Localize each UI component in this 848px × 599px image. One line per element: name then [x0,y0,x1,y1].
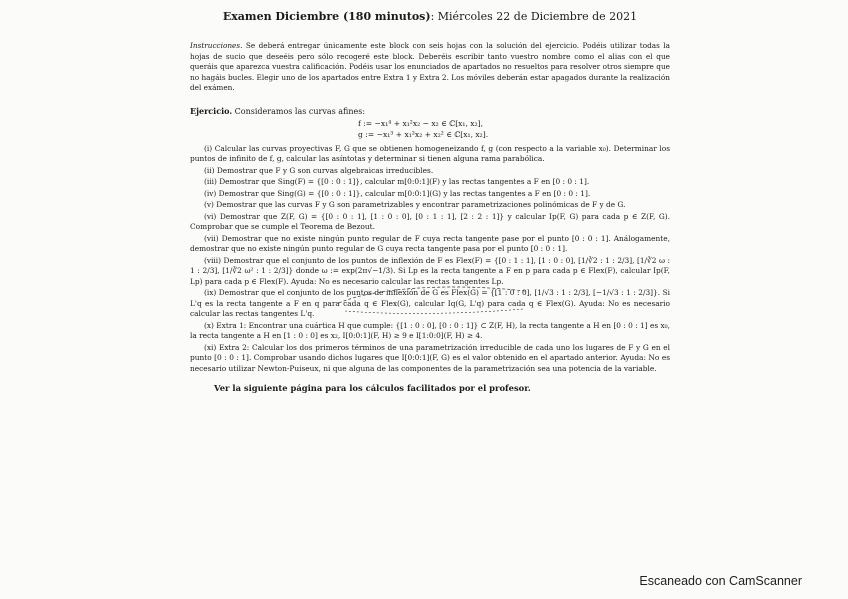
exercise-item-v: (v) Demostrar que las curvas F y G son parametrizables y encontrar parametrizaciones polinómicas de F y de G. [204,200,626,210]
exercise-item-iv: (iv) Demostrar que Sing(G) = {[0 : 0 : 1]}, calcular m[0:0:1](G) y las rectas tangentes a F en [0 : 0 : 1]. [204,188,591,198]
instructions-label: Instrucciones. [190,41,243,50]
exercise-item-i: (i) Calcular las curvas proyectivas F, G que se obtienen homogeneizando f, g (con respecto a la variable x₀). Determinar los puntos de infinito de f, g, calcular las asíntotas y determinar si tienen alguna rama parabólica. [190,143,670,164]
exam-document [190,10,670,393]
page-title [190,10,670,23]
instructions-paragraph [190,41,670,94]
equations-block [190,118,670,140]
exercise-item-vii: (vii) Demostrar que no existe ningún punto regular de F cuya recta tangente pase por el punto [0 : 0 : 1]. Análogamente, demostrar que no existe ningún punto regular de G cuya recta tangente pasa por el punto [0 : 0 : 1]. [190,233,670,254]
title-bold: Examen Diciembre (180 minutos) [222,10,431,23]
title-date: : Miércoles 22 de Diciembre de 2021 [430,10,638,23]
next-page-note: Ver la siguiente página para los cálculos facilitados por el profesor. [214,383,531,394]
exercise-item-x: (x) Extra 1: Encontrar una cuártica H que cumple: {[1 : 0 : 0], [0 : 0 : 1]} ⊂ Z(F, H), la recta tangente a H en [0 : 0 : 1] es x₀, la recta tangente a H en [1 : 0 : 0] es x₂, I[0:0:1](F, H) ≥ 9 e I[1:0:0](F, H) ≥ 4. [190,320,670,341]
equation-g: g := −x₁³ + x₁²x₂ + x₂² ∈ ℂ[x₁, x₂]. [358,129,489,139]
exercise-intro: Consideramos las curvas afines: [232,106,366,116]
exercise-item-ii: (ii) Demostrar que F y G son curvas algebraicas irreducibles. [204,165,434,175]
exercise-item-viii: (viii) Demostrar que el conjunto de los puntos de inflexión de F es Flex(F) = {[0 : 1 : 1], [1 : 0 : 0], [1/∛2 : 1 : 2/3], [1/∛2 ω : 1 : 2/3], [1/∛2 ω² : 1 : 2/3]} donde ω := exp(2π√−1/3). Si Lp es la recta tangente a F en p para cada p ∈ Flex(F), calcular Ip(F, Lp) para cada p ∈ Flex(F). Ayuda: No es necesario calcular las rectas tangentes Lp. [190,255,670,286]
exercise-item-vi: (vi) Demostrar que Z(F, G) = {[0 : 0 : 1], [1 : 0 : 0], [0 : 1 : 1], [2 : 2 : 1]} y calcular Ip(F, G) para cada p ∈ Z(F, G). Comprobar que se cumple el Teorema de Bezout. [190,211,670,232]
exercise-heading [190,106,670,116]
exercise-item-ix: (ix) Demostrar que el conjunto de los puntos de inflexión de G es Flex(G) = {[1 : 0 : 0], [1/√3 : 1 : 2/3], [−1/√3 : 1 : 2/3]}. Si L'q es la recta tangente a F en q para cada q ∈ Flex(G), calcular Iq(G, L'q) para cada q ∈ Flex(G). Ayuda: No es necesario calcular las rectas tangentes L'q. [190,288,670,319]
exercise-label: Ejercicio. [190,105,233,116]
exercise-item-xi: (xi) Extra 2: Calcular los dos primeros términos de una parametrización irreducible de cada uno los lugares de F y G en el punto [0 : 0 : 1]. Comprobar usando dichos lugares que I[0:0:1](F, G) es el valor obtenido en el apartado anterior. Ayuda: No es necesario utilizar Newton-Puiseux, ni que alguna de las componentes de la parametrización sea una potencia de la variable. [190,342,670,373]
equation-f: f := −x₁⁴ + x₁²x₂ − x₂ ∈ ℂ[x₁, x₂], [358,118,484,128]
instructions-text: Se deberá entregar únicamente este block con seis hojas con la solución del ejercicio. Podéis utilizar todas la hojas de sucio que deseéis pero sólo recogeré este block. Deberéis escribir tanto vuestro nombre como el alias con el que queráis que aparezca vuestra calificación. Podéis usar los enunciados de apartados no resueltos para resolver otros siempre que no hagáis bucles. Elegir uno de los apartados entre Extra 1 y Extra 2. Los móviles deberán estar apagados durante la realización del exámen. [190,41,670,93]
exercise-item-iii: (iii) Demostrar que Sing(F) = {[0 : 0 : 1]}, calcular m[0:0:1](F) y las rectas tangentes a F en [0 : 0 : 1]. [204,177,590,187]
scanner-watermark: Escaneado con CamScanner [639,574,802,588]
